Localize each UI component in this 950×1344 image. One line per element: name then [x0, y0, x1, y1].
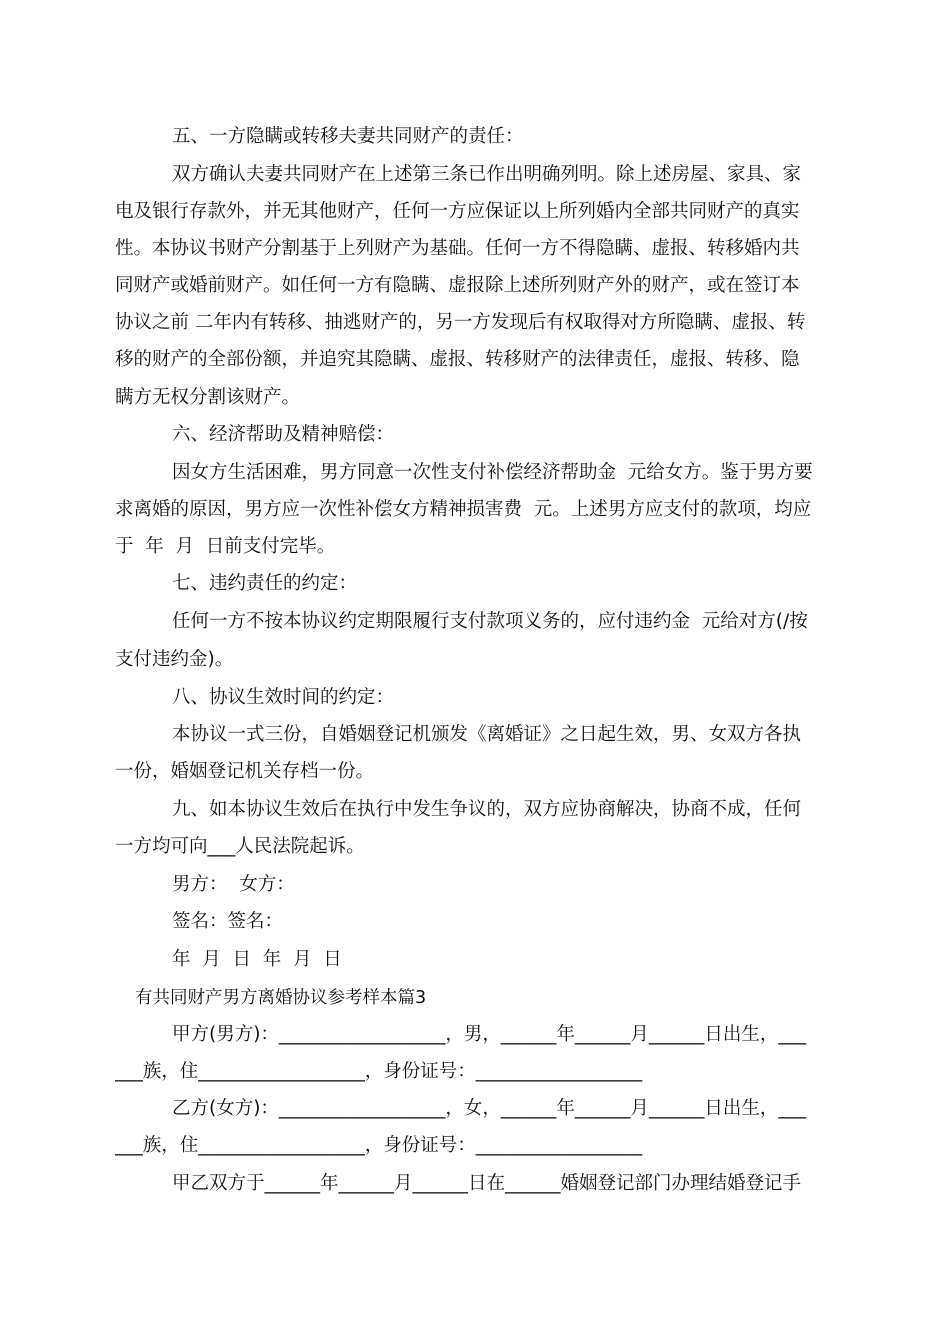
signature-sign: 签名：签名： [172, 911, 284, 932]
form-line: 甲方(男方)：__________________，男，______年______月______日出生，___ [172, 1024, 807, 1045]
section-heading: 五、一方隐瞒或转移夫妻共同财产的责任： [172, 126, 524, 147]
paragraph-line: 支付违约金)。 [115, 649, 234, 670]
section-heading: 六、经济帮助及精神赔偿： [172, 424, 395, 445]
paragraph-line: 于 年 月 日前支付完毕。 [115, 536, 336, 557]
section-heading: 八、协议生效时间的约定： [172, 687, 395, 708]
paragraph-line: 性。本协议书财产分割基于上列财产为基础。任何一方不得隐瞒、虚报、转移婚内共 [115, 238, 800, 259]
paragraph-line: 因女方生活困难，男方同意一次性支付补偿经济帮助金 元给女方。鉴于男方要 [172, 462, 813, 483]
signature-parties: 男方： 女方： [172, 874, 295, 895]
paragraph-line: 九、如本协议生效后在执行中发生争议的，双方应协商解决，协商不成，任何 [172, 799, 802, 820]
part-title: 有共同财产男方离婚协议参考样本篇3 [135, 988, 427, 1008]
form-line: ___族，住__________________，身份证号：__________________ [115, 1061, 643, 1082]
paragraph-line: 电及银行存款外，并无其他财产，任何一方应保证以上所列婚内全部共同财产的真实 [115, 201, 800, 222]
paragraph-line: 任何一方不按本协议约定期限履行支付款项义务的，应付违约金 元给对方(/按 [172, 611, 808, 632]
form-line: ___族，住__________________，身份证号：__________________ [115, 1135, 643, 1156]
form-line: 甲乙双方于______年______月______日在______婚姻登记部门办理结婚登记手 [172, 1173, 802, 1194]
paragraph-line: 求离婚的原因，男方应一次性补偿女方精神损害费 元。上述男方应支付的款项，均应 [115, 499, 812, 520]
paragraph-line: 同财产或婚前财产。如任何一方有隐瞒、虚报除上述所列财产外的财产，或在签订本 [115, 275, 800, 296]
form-line: 乙方(女方)：__________________，女，______年______月______日出生，___ [172, 1098, 807, 1119]
paragraph-line: 移的财产的全部份额，并追究其隐瞒、虚报、转移财产的法律责任，虚报、转移、隐 [115, 349, 800, 370]
paragraph-line: 瞒方无权分割该财产。 [115, 387, 301, 408]
section-heading: 七、违约责任的约定： [172, 573, 358, 594]
signature-date: 年 月 日 年 月 日 [172, 949, 342, 970]
paragraph-line: 一方均可向___人民法院起诉。 [115, 836, 365, 857]
paragraph-line: 双方确认夫妻共同财产在上述第三条已作出明确列明。除上述房屋、家具、家 [172, 164, 802, 185]
paragraph-line: 一份，婚姻登记机关存档一份。 [115, 761, 375, 782]
paragraph-line: 本协议一式三份，自婚姻登记机颁发《离婚证》之日起生效，男、女双方各执 [172, 724, 802, 745]
paragraph-line: 协议之前 二年内有转移、抽逃财产的，另一方发现后有权取得对方所隐瞒、虚报、转 [115, 312, 806, 333]
